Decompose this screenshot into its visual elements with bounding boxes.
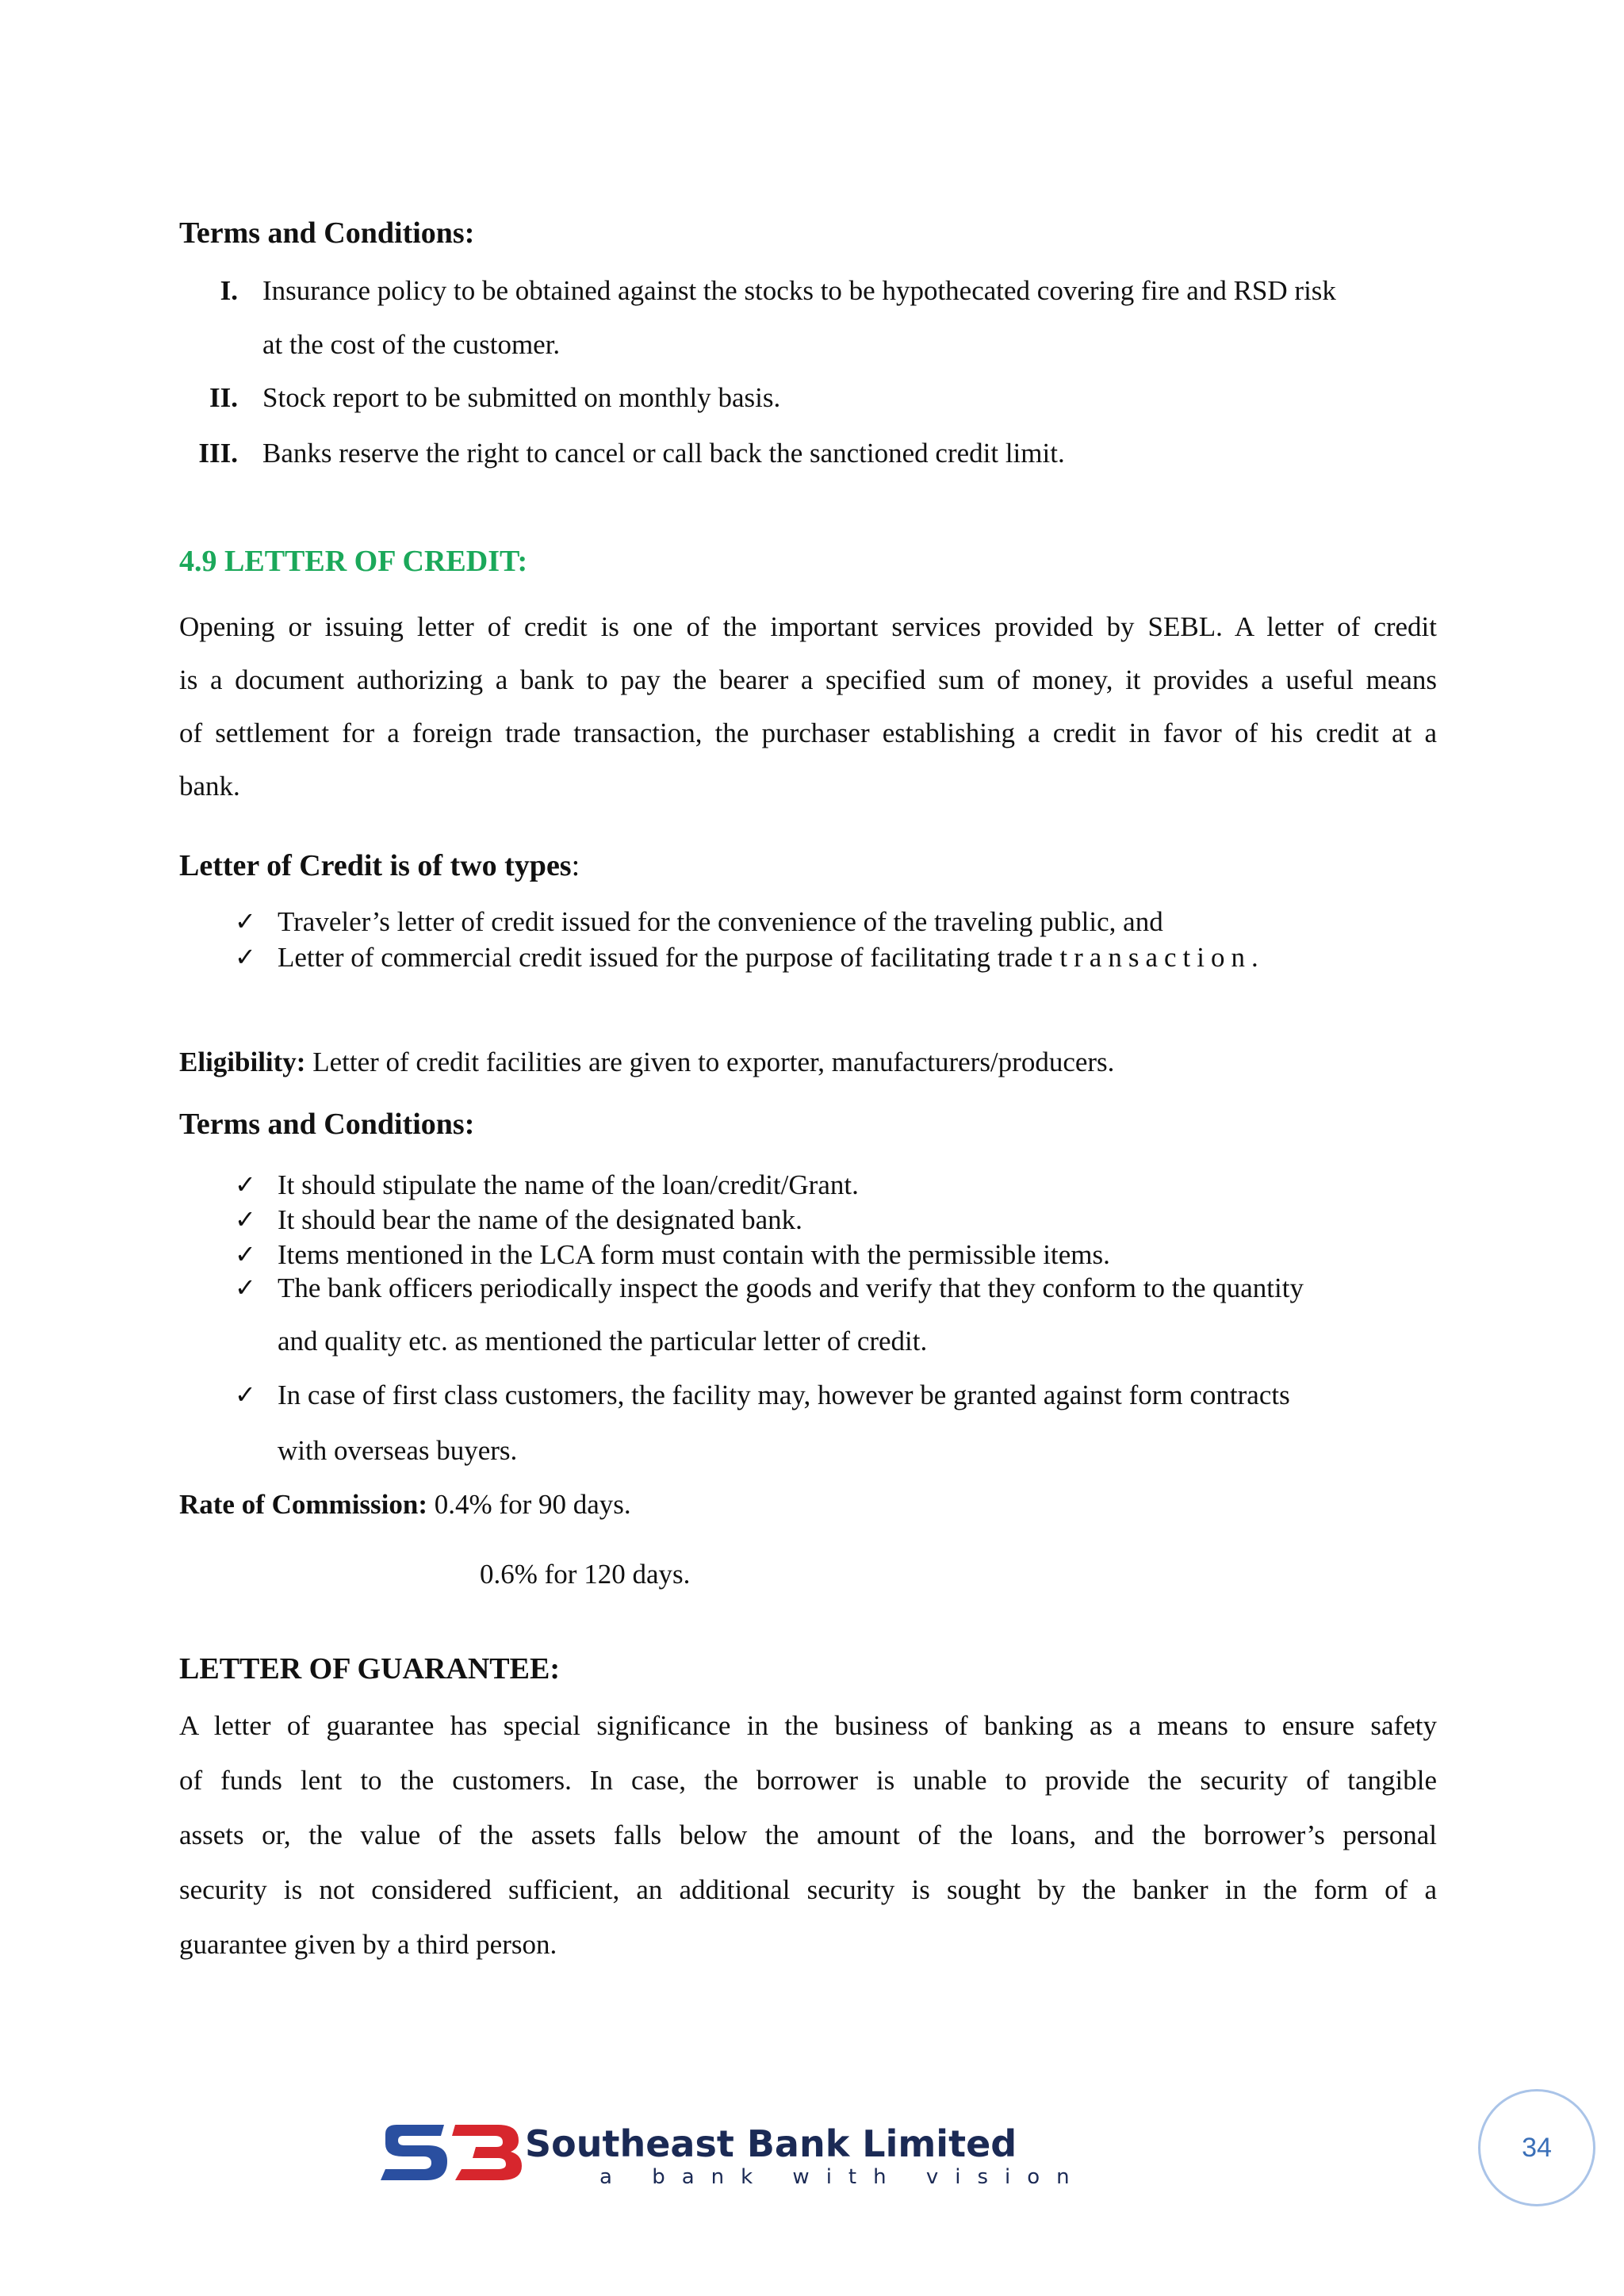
paragraph-line: A letter of guarantee has special significance in the business of banking as a means to ensure safety xyxy=(179,1710,1437,1741)
checkmark-icon: ✓ xyxy=(235,1272,256,1303)
paragraph-line: security is not considered sufficient, an additional security is sought by the banker in the form of a xyxy=(179,1874,1437,1905)
checkmark-icon: ✓ xyxy=(235,1169,256,1200)
logo-name: Southeast Bank Limited xyxy=(525,2122,1017,2165)
paragraph-line: of funds lent to the customers. In case, the borrower is unable to provide the security of tangible xyxy=(179,1765,1437,1796)
paragraph-line: bank. xyxy=(179,771,240,802)
roman-numeral: I. xyxy=(220,275,238,306)
eligibility-text: Letter of credit facilities are given to exporter, manufacturers/producers. xyxy=(305,1047,1115,1077)
lc-section-heading: 4.9 LETTER OF CREDIT: xyxy=(179,545,528,578)
lc-types-heading-colon: : xyxy=(571,849,580,882)
checkmark-icon: ✓ xyxy=(235,906,256,936)
list-item-continuation: and quality etc. as mentioned the particular letter of credit. xyxy=(278,1326,928,1357)
list-item xyxy=(179,438,1448,477)
list-item-text: Banks reserve the right to cancel or call back the sanctioned credit limit. xyxy=(262,438,1065,469)
list-item-continuation: with overseas buyers. xyxy=(278,1435,518,1466)
commission-line xyxy=(179,1489,631,1521)
checkmark-icon: ✓ xyxy=(235,1380,256,1410)
list-item-text-spaced: transaction. xyxy=(1059,942,1265,973)
list-item-continuation: at the cost of the customer. xyxy=(262,329,561,360)
checkmark-icon: ✓ xyxy=(235,1239,256,1269)
checkmark-icon: ✓ xyxy=(235,942,256,972)
paragraph-line: Opening or issuing letter of credit is one of the important services provided by SEBL. A letter of credit xyxy=(179,611,1437,642)
commission-label: Rate of Commission: xyxy=(179,1489,428,1520)
lc-types-heading-text: Letter of Credit is of two types xyxy=(179,849,572,882)
commission-value: 0.6% for 120 days. xyxy=(480,1559,691,1590)
list-item-text: Items mentioned in the LCA form must contain with the permissible items. xyxy=(278,1239,1110,1270)
list-item-text: In case of first class customers, the facility may, however be granted against form contracts xyxy=(278,1380,1290,1410)
list-item-text xyxy=(278,942,1265,974)
list-item-text: Stock report to be submitted on monthly basis. xyxy=(262,382,781,413)
list-item-text: The bank officers periodically inspect the goods and verify that they conform to the quantity xyxy=(278,1272,1304,1303)
list-item-text: It should bear the name of the designated bank. xyxy=(278,1204,802,1235)
list-item-text: Insurance policy to be obtained against the stocks to be hypothecated covering fire and RSD risk xyxy=(262,275,1336,306)
roman-numeral: II. xyxy=(209,382,238,413)
southeast-bank-logo xyxy=(379,2120,1124,2187)
eligibility-label: Eligibility: xyxy=(179,1047,306,1077)
logo-tagline: a bank with vision xyxy=(599,2165,1086,2187)
terms-heading: Terms and Conditions: xyxy=(179,216,475,250)
guarantee-heading: LETTER OF GUARANTEE: xyxy=(179,1652,560,1686)
list-item-text: It should stipulate the name of the loan/credit/Grant. xyxy=(278,1169,859,1200)
list-item-text: Traveler’s letter of credit issued for the convenience of the traveling public, and xyxy=(278,906,1163,937)
eligibility-line xyxy=(179,1047,1114,1078)
paragraph-line: assets or, the value of the assets falls below the amount of the loans, and the borrower’s personal xyxy=(179,1820,1437,1850)
commission-value: 0.4% for 90 days. xyxy=(427,1489,631,1520)
page-number: 34 xyxy=(1522,2132,1552,2163)
page-number-badge xyxy=(1478,2089,1595,2206)
paragraph-line: guarantee given by a third person. xyxy=(179,1929,557,1960)
paragraph-line: is a document authorizing a bank to pay the bearer a specified sum of money, it provides a useful means xyxy=(179,664,1437,695)
lc-types-heading xyxy=(179,848,580,883)
list-item xyxy=(179,275,1448,315)
list-item-text-main: Letter of commercial credit issued for the purpose of facilitating trade xyxy=(278,942,1053,973)
lc-terms-heading: Terms and Conditions: xyxy=(179,1108,475,1141)
logo-b-mark xyxy=(452,2125,522,2180)
paragraph-line: of settlement for a foreign trade transaction, the purchaser establishing a credit in favor of his credit at a xyxy=(179,718,1437,748)
logo-s-mark xyxy=(381,2125,447,2180)
roman-numeral: III. xyxy=(198,438,238,469)
checkmark-icon: ✓ xyxy=(235,1204,256,1234)
list-item xyxy=(179,382,1448,422)
